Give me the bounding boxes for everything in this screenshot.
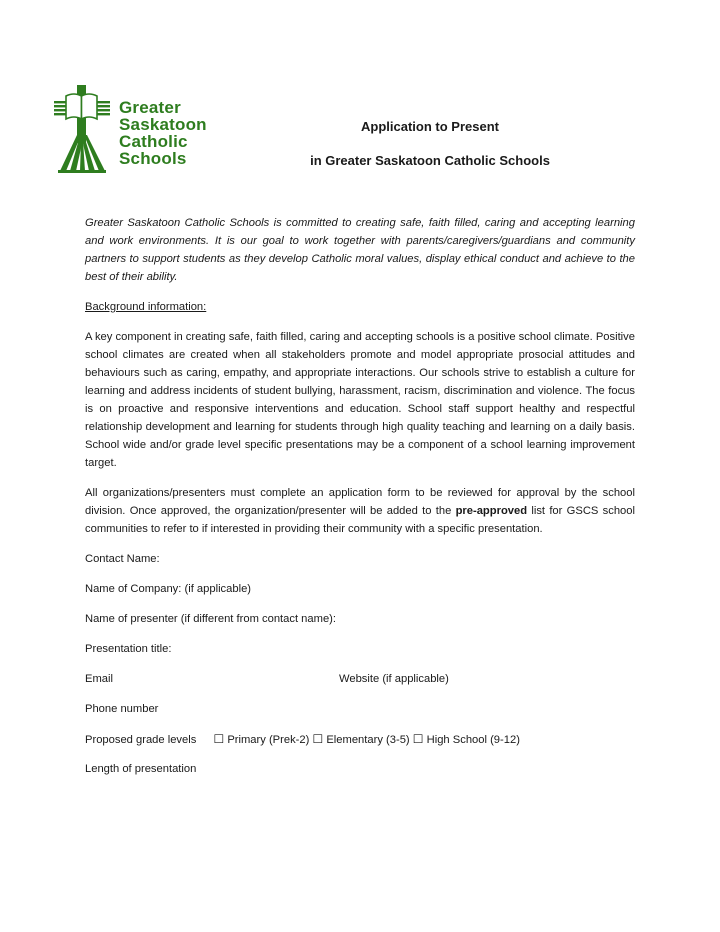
logo-wordmark (119, 99, 207, 167)
contact-name-label: Contact Name: (85, 553, 160, 565)
length-field[interactable] (85, 760, 635, 778)
logo-line-greater: Greater (119, 98, 181, 117)
checkbox-high-icon[interactable]: ☐ (412, 732, 424, 746)
phone-label: Phone number (85, 703, 159, 715)
presenter-field[interactable] (85, 610, 635, 628)
grade-option-primary[interactable] (213, 730, 309, 749)
website-label[interactable]: Website (if applicable) (339, 673, 449, 685)
intro-paragraph: Greater Saskatoon Catholic Schools is committed to creating safe, faith filled, caring and accepting learning and work environments. It is our goal to work together with parents/caregivers/guardians and community partners to support students as they develop Catholic moral values, display ethical conduct and achieve to the best of their ability. (85, 217, 635, 283)
grade-option-elementary[interactable] (312, 734, 409, 746)
contact-name-field[interactable] (85, 550, 635, 568)
logo-line-schools: Schools (119, 149, 187, 168)
presentation-title-field[interactable] (85, 640, 635, 658)
logo-line-catholic: Catholic (119, 132, 188, 151)
paragraph-2-text-b: list for GSCS school communities to refer to if interested in providing their community with a specific presentation. (85, 505, 635, 535)
grade-levels-row (85, 730, 635, 748)
gscs-logo (52, 83, 222, 173)
grade-levels-label: Proposed grade levels (85, 734, 197, 746)
length-label: Length of presentation (85, 763, 197, 775)
presentation-title-label: Presentation title: (85, 643, 172, 655)
company-label: Name of Company: (if applicable) (85, 583, 252, 595)
grade-high-label: High School (9-12) (426, 734, 520, 746)
presenter-label: Name of presenter (if different from contact name): (85, 613, 336, 625)
background-paragraph-1: A key component in creating safe, faith filled, caring and accepting schools is a positive school climate. Positive school climates are created when all stakeholders promote and model appropriate prosocial attitudes and behaviours such as caring, empathy, and appropriate interactions. Our schools strive to establish a culture for learning and address incidents of student bullying, harassment, racism, discrimination and violence. The focus is on proactive and responsive interventions and education. School staff support healthy and respectful relationship development and learning for students through high quality teaching and learning on a daily basis. School wide and/or grade level specific presentations may be a component of a school learning improvement target. (85, 331, 635, 469)
background-paragraph-2 (85, 484, 635, 538)
company-field[interactable] (85, 580, 635, 598)
document-title: Application to Present (361, 119, 499, 134)
grade-elementary-label: Elementary (3-5) (326, 734, 410, 746)
grade-option-high[interactable] (413, 734, 520, 746)
document-subtitle: in Greater Saskatoon Catholic Schools (310, 153, 550, 168)
paragraph-2-text-a: All organizations/presenters must complete an application form to be reviewed for approval by the school division. Once approved, the organization/presenter will be added to the (85, 487, 635, 517)
logo-line-saskatoon: Saskatoon (119, 115, 207, 134)
grade-primary-label: Primary (Prek-2) (227, 734, 310, 746)
phone-field[interactable] (85, 700, 635, 718)
checkbox-primary-icon[interactable]: ☐ (213, 732, 225, 746)
background-heading: Background information: (85, 301, 207, 313)
email-label[interactable]: Email (85, 673, 113, 685)
checkbox-elementary-icon[interactable]: ☐ (312, 732, 324, 746)
email-website-row (85, 670, 635, 688)
pre-approved-emphasis: pre-approved (455, 505, 528, 517)
document-body (85, 214, 635, 790)
cross-book-icon (52, 83, 112, 175)
